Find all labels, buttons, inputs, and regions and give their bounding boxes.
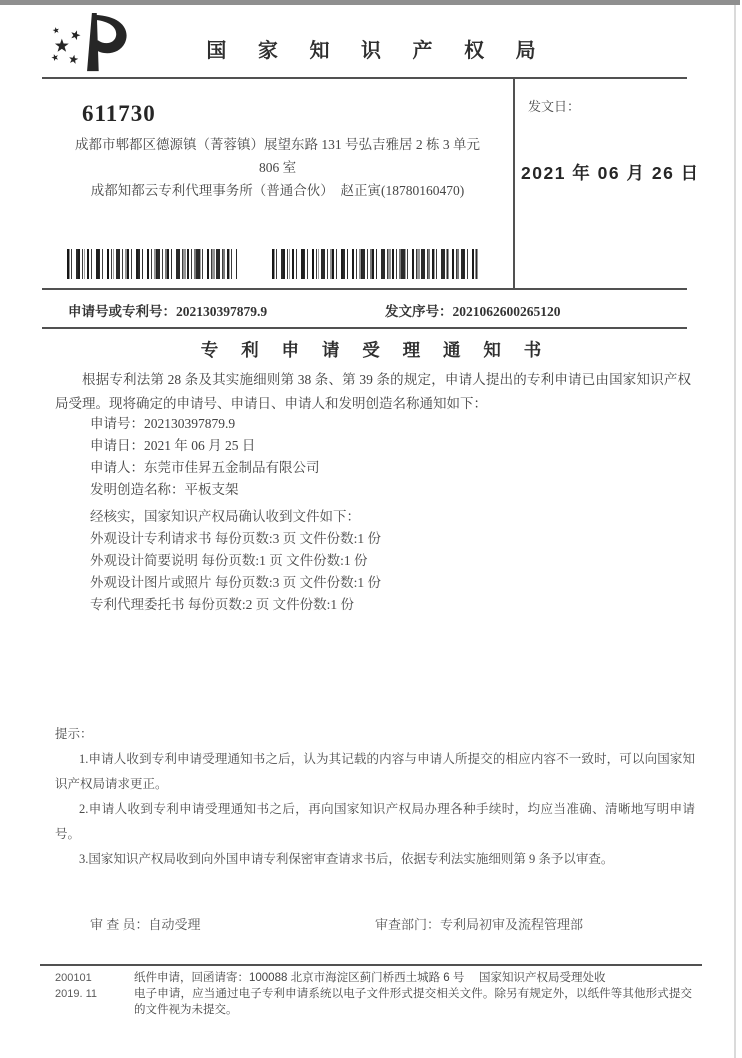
department-value: 专利局初审及流程管理部 [440,917,584,932]
application-number [68,300,267,320]
field-value: 202130397879.9 [144,416,236,431]
tips-section [55,722,695,872]
examining-department [375,914,583,933]
barcode-left [67,249,237,279]
recipient-address-line2: 806 室 [258,160,297,175]
title-divider-line [42,327,687,329]
header-divider-line [42,77,687,79]
field-label: 申请日： [90,438,144,453]
department-label: 审查部门： [375,917,441,932]
field-label: 申请人： [90,460,144,475]
dispatch-serial [385,300,561,320]
field-label: 申请号： [90,416,144,431]
tips-item: 1.申请人收到专利申请受理通知书之后，认为其记载的内容与申请人所提交的相应内容不一致时，可以向国家知识产权局请求更正。 [55,752,695,791]
dispatch-serial-label: 发文序号： [385,304,453,319]
agency-title: 国 家 知 识 产 权 局 [206,40,549,62]
issue-date-value: 2021 年 06 月 26 日 [521,163,700,183]
examiner-value: 自动受理 [148,917,201,932]
received-documents-block [90,506,381,616]
examiner [90,914,201,933]
tips-item: 3.国家知识产权局收到向外国申请专利保密审查请求书后，依据专利法实施细则第 9 条予以审查。 [79,852,614,866]
received-document-row: 外观设计简要说明 每份页数:1 页 文件份数:1 份 [90,553,368,568]
examiner-label: 审 查 员： [90,917,149,932]
barcode-right [272,249,478,279]
recipient-agent-line: 成都知都云专利代理事务所（普通合伙） 赵正寅(18780160470) [90,183,465,198]
form-code-block [55,970,130,1002]
barcode-divider-line [42,288,687,290]
field-filing-date [90,435,320,457]
footer-efiling-line: 电子申请，应当通过电子专利申请系统以电子文件形式提交相关文件。除另有规定外，以纸件等其他形式提交的文件视为未提交。 [134,988,692,1016]
field-value: 东莞市佳昇五金制品有限公司 [144,460,320,475]
form-code: 200101 [55,972,92,984]
intro-paragraph: 根据专利法第 28 条及其实施细则第 38 条、第 39 条的规定，申请人提出的专利申请已由国家知识产权局受理。现将确定的申请号、申请日、申请人和发明创造名称通知如下： [55,372,691,411]
application-number-label: 申请号或专利号： [68,304,176,319]
recipient-address-block [42,133,513,202]
tips-item: 2.申请人收到专利申请受理通知书之后，再向国家知识产权局办理各种手续时，均应当准确、清晰地写明申请号。 [55,802,695,841]
notice-title: 专 利 申 请 受 理 通 知 书 [200,340,551,360]
field-value: 2021 年 06 月 25 日 [144,438,256,453]
form-revision-date: 2019. 11 [55,988,98,1000]
received-intro: 经核实，国家知识产权局确认收到文件如下： [90,509,360,524]
application-number-value: 202130397879.9 [176,304,268,319]
scan-right-edge [734,5,736,1058]
field-invention-title [90,479,320,501]
scan-top-edge [0,0,740,5]
received-document-row: 专利代理委托书 每份页数:2 页 文件份数:1 份 [90,597,355,612]
application-field-list [90,413,320,501]
recipient-address-line1: 成都市郫都区德源镇（菁蓉镇）展望东路 131 号弘吉雅居 2 栋 3 单元 [75,137,480,152]
footer-instructions [134,970,692,1018]
footer-paper-filing-line: 纸件申请，回函请寄：100088 北京市海淀区蓟门桥西土城路 6 号 国家知识产权局受理处收 [134,972,606,984]
field-application-number [90,413,320,435]
issue-date-label: 发文日： [528,99,581,114]
field-applicant [90,457,320,479]
date-box-vertical-line [513,77,515,290]
tips-heading: 提示： [55,727,93,741]
footer-divider-line [40,964,702,966]
field-label: 发明创造名称： [90,482,185,497]
received-document-row: 外观设计图片或照片 每份页数:3 页 文件份数:1 份 [90,575,382,590]
mail-routing-code: 611730 [82,101,156,126]
received-document-row: 外观设计专利请求书 每份页数:3 页 文件份数:1 份 [90,531,382,546]
dispatch-serial-value: 2021062600265120 [452,304,561,319]
field-value: 平板支架 [184,482,239,497]
